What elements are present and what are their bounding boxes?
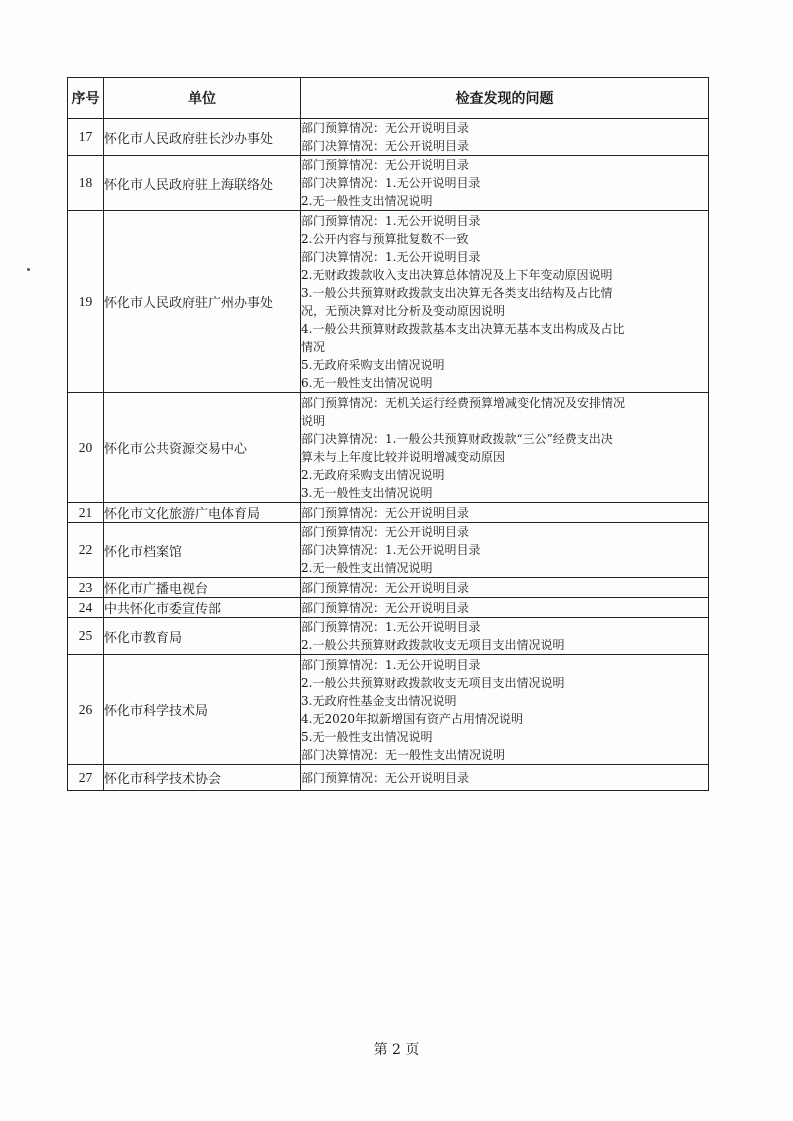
header-issues: 检查发现的问题 — [301, 78, 709, 119]
issue-line: 4.一般公共预算财政拨款基本支出决算无基本支出构成及占比 — [301, 321, 625, 336]
issue-line: 2.无一般性支出情况说明 — [301, 194, 433, 208]
issue-line: 部门预算情况：1.无公开说明目录 — [301, 213, 481, 228]
table-header-row — [68, 78, 709, 119]
header-seq: 序号 — [68, 78, 104, 119]
row-unit: 怀化市科学技术协会 — [104, 765, 301, 791]
issue-line: 部门预算情况：无公开说明目录 — [301, 525, 470, 539]
issue-line: 情况 — [301, 339, 326, 354]
table-row — [68, 211, 709, 393]
row-issues — [301, 503, 709, 523]
issue-line: 3.无政府性基金支出情况说明 — [301, 693, 457, 708]
issue-line: 部门预算情况：无公开说明目录 — [301, 600, 470, 615]
issue-line: 2.公开内容与预算批复数不一致 — [301, 231, 469, 246]
issue-line: 3.一般公共预算财政拨款支出决算无各类支出结构及占比情 — [301, 285, 613, 300]
issue-line: 2.无一般性支出情况说明 — [301, 561, 433, 575]
row-seq: 24 — [68, 598, 104, 618]
row-seq: 19 — [68, 211, 104, 393]
issue-line: 部门决算情况：1.无公开说明目录 — [301, 176, 481, 190]
row-unit: 怀化市公共资源交易中心 — [104, 393, 301, 503]
row-seq: 22 — [68, 523, 104, 578]
issue-line: 2.一般公共预算财政拨款收支无项目支出情况说明 — [301, 675, 565, 690]
row-seq: 17 — [68, 119, 104, 156]
table-row — [68, 503, 709, 523]
row-seq: 23 — [68, 578, 104, 598]
issue-line: 4.无2020年拟新增国有资产占用情况说明 — [301, 711, 523, 726]
table-body — [68, 119, 709, 791]
table-row — [68, 578, 709, 598]
issue-line: 算未与上年度比较并说明增减变动原因 — [301, 449, 506, 464]
issue-line: 部门预算情况：无公开说明目录 — [301, 505, 470, 520]
row-issues — [301, 578, 709, 598]
table-row — [68, 523, 709, 578]
issue-line: 部门预算情况：1.无公开说明目录 — [301, 620, 481, 634]
row-unit: 中共怀化市委宣传部 — [104, 598, 301, 618]
issue-line: 说明 — [301, 413, 326, 428]
row-unit: 怀化市人民政府驻广州办事处 — [104, 211, 301, 393]
issue-line: 况，无预决算对比分析及变动原因说明 — [301, 303, 506, 318]
issue-line: 2.无财政拨款收入支出决算总体情况及上下年变动原因说明 — [301, 267, 613, 282]
issue-line: 5.无一般性支出情况说明 — [301, 729, 433, 744]
issue-line: 部门预算情况：无机关运行经费预算增减变化情况及安排情况 — [301, 395, 626, 410]
page-number: 第 2 页 — [373, 1042, 420, 1058]
row-unit: 怀化市科学技术局 — [104, 655, 301, 765]
row-unit: 怀化市文化旅游广电体育局 — [104, 503, 301, 523]
issue-line: 部门预算情况：无公开说明目录 — [301, 121, 470, 135]
issue-line: 部门决算情况：无公开说明目录 — [301, 139, 470, 153]
row-unit: 怀化市人民政府驻长沙办事处 — [104, 119, 301, 156]
issue-line: 2.一般公共预算财政拨款收支无项目支出情况说明 — [301, 638, 565, 652]
row-seq: 21 — [68, 503, 104, 523]
issue-line: 部门决算情况：无一般性支出情况说明 — [301, 747, 506, 762]
issue-line: 6.无一般性支出情况说明 — [301, 375, 433, 390]
table-row — [68, 156, 709, 211]
row-issues — [301, 655, 709, 765]
row-unit: 怀化市教育局 — [104, 618, 301, 655]
table-row — [68, 618, 709, 655]
issue-line: 部门预算情况：无公开说明目录 — [301, 580, 470, 595]
row-issues — [301, 765, 709, 791]
issue-line: 部门预算情况：无公开说明目录 — [301, 770, 470, 785]
table-row — [68, 393, 709, 503]
row-seq: 27 — [68, 765, 104, 791]
issue-line: 部门决算情况：1.一般公共预算财政拨款“三公”经费支出决 — [301, 431, 613, 446]
issue-line: 部门预算情况：无公开说明目录 — [301, 158, 470, 172]
row-issues — [301, 211, 709, 393]
table-row — [68, 598, 709, 618]
table-row — [68, 655, 709, 765]
issue-line: 2.无政府采购支出情况说明 — [301, 467, 445, 482]
row-issues — [301, 598, 709, 618]
row-unit: 怀化市人民政府驻上海联络处 — [104, 156, 301, 211]
row-seq: 25 — [68, 618, 104, 655]
row-unit: 怀化市广播电视台 — [104, 578, 301, 598]
issues-table — [67, 77, 709, 791]
issue-line: 部门决算情况：1.无公开说明目录 — [301, 543, 481, 557]
header-unit: 单位 — [104, 78, 301, 119]
row-issues — [301, 119, 709, 156]
row-issues — [301, 618, 709, 655]
table-row — [68, 765, 709, 791]
table-row — [68, 119, 709, 156]
row-seq: 26 — [68, 655, 104, 765]
row-issues — [301, 523, 709, 578]
row-issues — [301, 156, 709, 211]
row-unit: 怀化市档案馆 — [104, 523, 301, 578]
issue-line: 3.无一般性支出情况说明 — [301, 485, 433, 500]
row-seq: 20 — [68, 393, 104, 503]
issue-line: 部门决算情况：1.无公开说明目录 — [301, 249, 481, 264]
row-issues — [301, 393, 709, 503]
issue-line: 5.无政府采购支出情况说明 — [301, 357, 445, 372]
issue-line: 部门预算情况：1.无公开说明目录 — [301, 657, 481, 672]
row-seq: 18 — [68, 156, 104, 211]
scan-speck — [27, 268, 30, 271]
